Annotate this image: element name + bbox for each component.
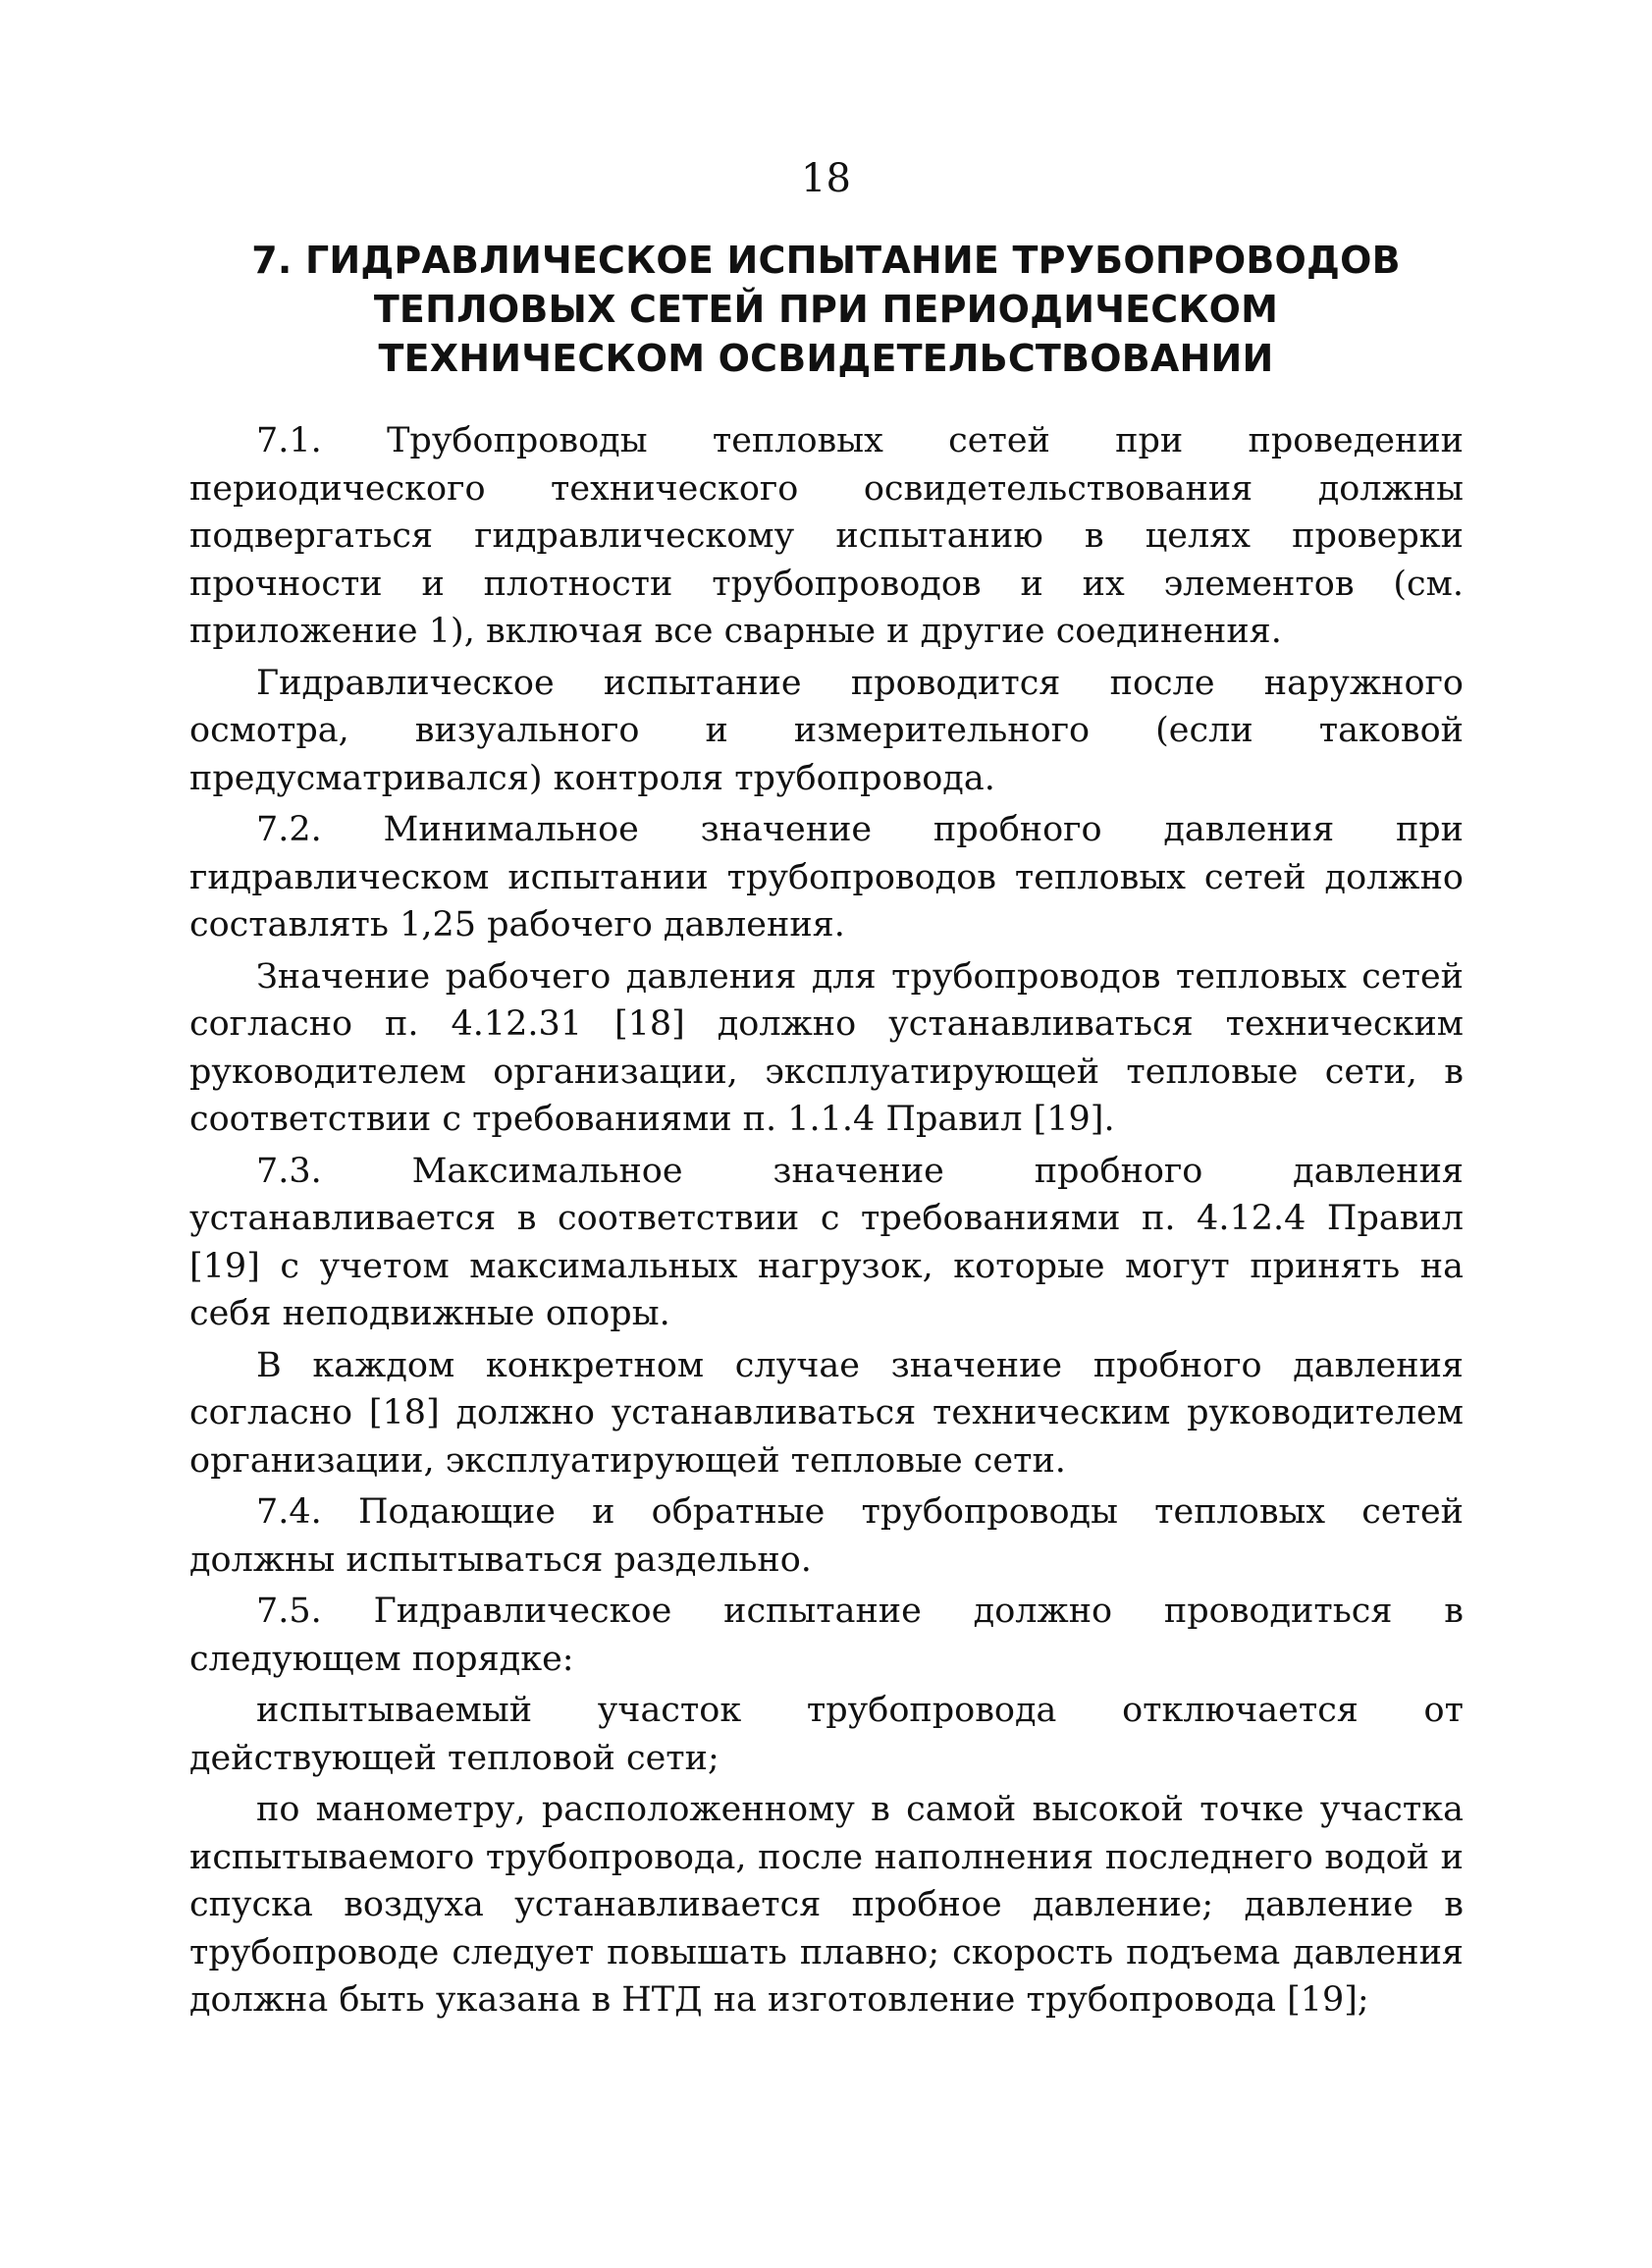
paragraph-7-2: 7.2. Минимальное значение пробного давления при гидравлическом испытании трубопроводов тепловых сетей должно составлять 1,25 рабочего давления. [189, 810, 1464, 945]
heading-line-1: 7. ГИДРАВЛИЧЕСКОЕ ИСПЫТАНИЕ ТРУБОПРОВОДОВ [251, 239, 1401, 282]
paragraph-7-1-cont: Гидравлическое испытание проводится после наружного осмотра, визуального и измерительного (если таковой предусматривался) контроля трубопровода. [189, 663, 1464, 798]
paragraph-7-2-cont: Значение рабочего давления для трубопроводов тепловых сетей согласно п. 4.12.31 [18] должно устанавливаться техническим руководителем организации, эксплуатирующей тепловые сети, в соответствии с требованиями п. 1.1.4 Правил [19]. [189, 956, 1464, 1139]
paragraph-7-1: 7.1. Трубопроводы тепловых сетей при проведении периодического технического освидетельствования должны подвергаться гидравлическому испытанию в целях проверки прочности и плотности трубопроводов и их элементов (см. приложение 1), включая все сварные и другие соединения. [189, 421, 1464, 651]
paragraph-7-5-item-2: по манометру, расположенному в самой высокой точке участка испытываемого трубопровода, после наполнения последнего водой и спуска воздуха устанавливается пробное давление; давление в трубопроводе следует повышать плавно; скорость подъема давления должна быть указана в НТД на изготовление трубопровода [19]; [189, 1790, 1464, 2020]
paragraph-7-5: 7.5. Гидравлическое испытание должно проводиться в следующем порядке: [189, 1592, 1464, 1679]
body-text [189, 417, 1464, 2028]
paragraph-7-3-cont: В каждом конкретном случае значение пробного давления согласно [18] должно устанавливаться техническим руководителем организации, эксплуатирующей тепловые сети. [189, 1345, 1464, 1481]
heading-line-2: ТЕПЛОВЫХ СЕТЕЙ ПРИ ПЕРИОДИЧЕСКОМ [373, 288, 1279, 331]
page-number: 18 [801, 156, 851, 201]
paragraph-7-5-item-1: испытываемый участок трубопровода отключается от действующей тепловой сети; [189, 1691, 1464, 1778]
paragraph-7-3: 7.3. Максимальное значение пробного давления устанавливается в соответствии с требованиями п. 4.12.4 Правил [19] с учетом максимальных нагрузок, которые могут принять на себя неподвижные опоры. [189, 1151, 1464, 1333]
section-heading [196, 236, 1456, 383]
paragraph-7-4: 7.4. Подающие и обратные трубопроводы тепловых сетей должны испытываться раздельно. [189, 1492, 1464, 1580]
heading-line-3: ТЕХНИЧЕСКОМ ОСВИДЕТЕЛЬСТВОВАНИИ [378, 337, 1274, 380]
